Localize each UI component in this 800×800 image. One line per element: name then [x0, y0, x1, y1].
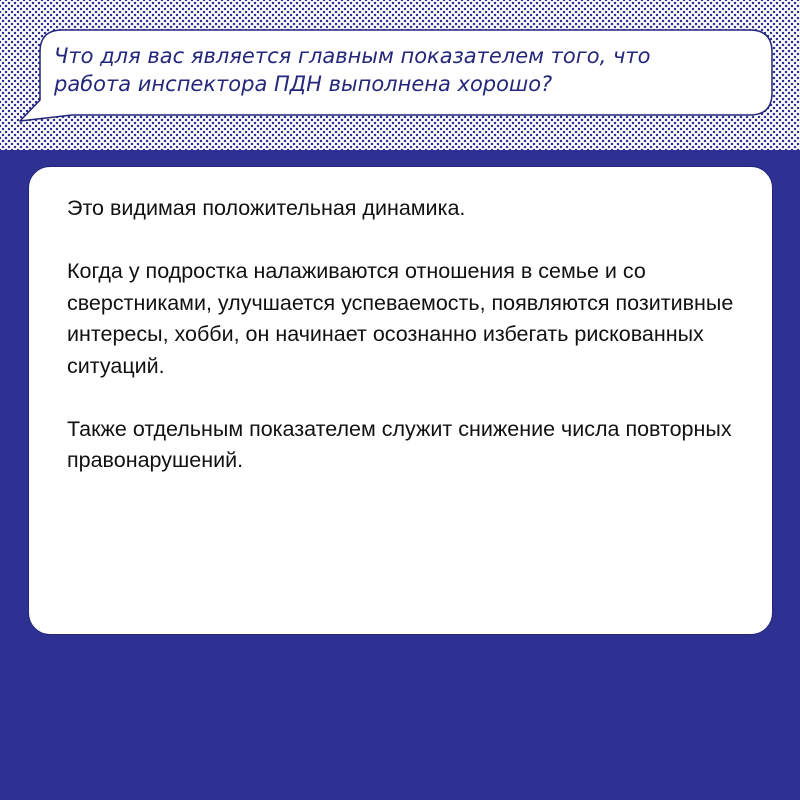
- question-line-2: работа инспектора ПДН выполнена хорошо?: [54, 72, 553, 96]
- question-line-1: Что для вас является главным показателем того, что: [54, 44, 651, 68]
- answer-paragraph-1: Это видимая положительная динамика.: [67, 196, 466, 220]
- answer-text: [67, 193, 747, 477]
- answer-card: [28, 166, 773, 635]
- answer-paragraph-2: Когда у подростка налаживаются отношения в семье и со сверстниками, улучшается успеваемость, появляются позитивные интересы, хобби, он начинает осознанно избегать рискованных ситуаций.: [67, 259, 734, 378]
- answer-paragraph-3: Также отдельным показателем служит снижение числа повторных правонарушений.: [67, 416, 732, 472]
- question-text: [54, 42, 754, 98]
